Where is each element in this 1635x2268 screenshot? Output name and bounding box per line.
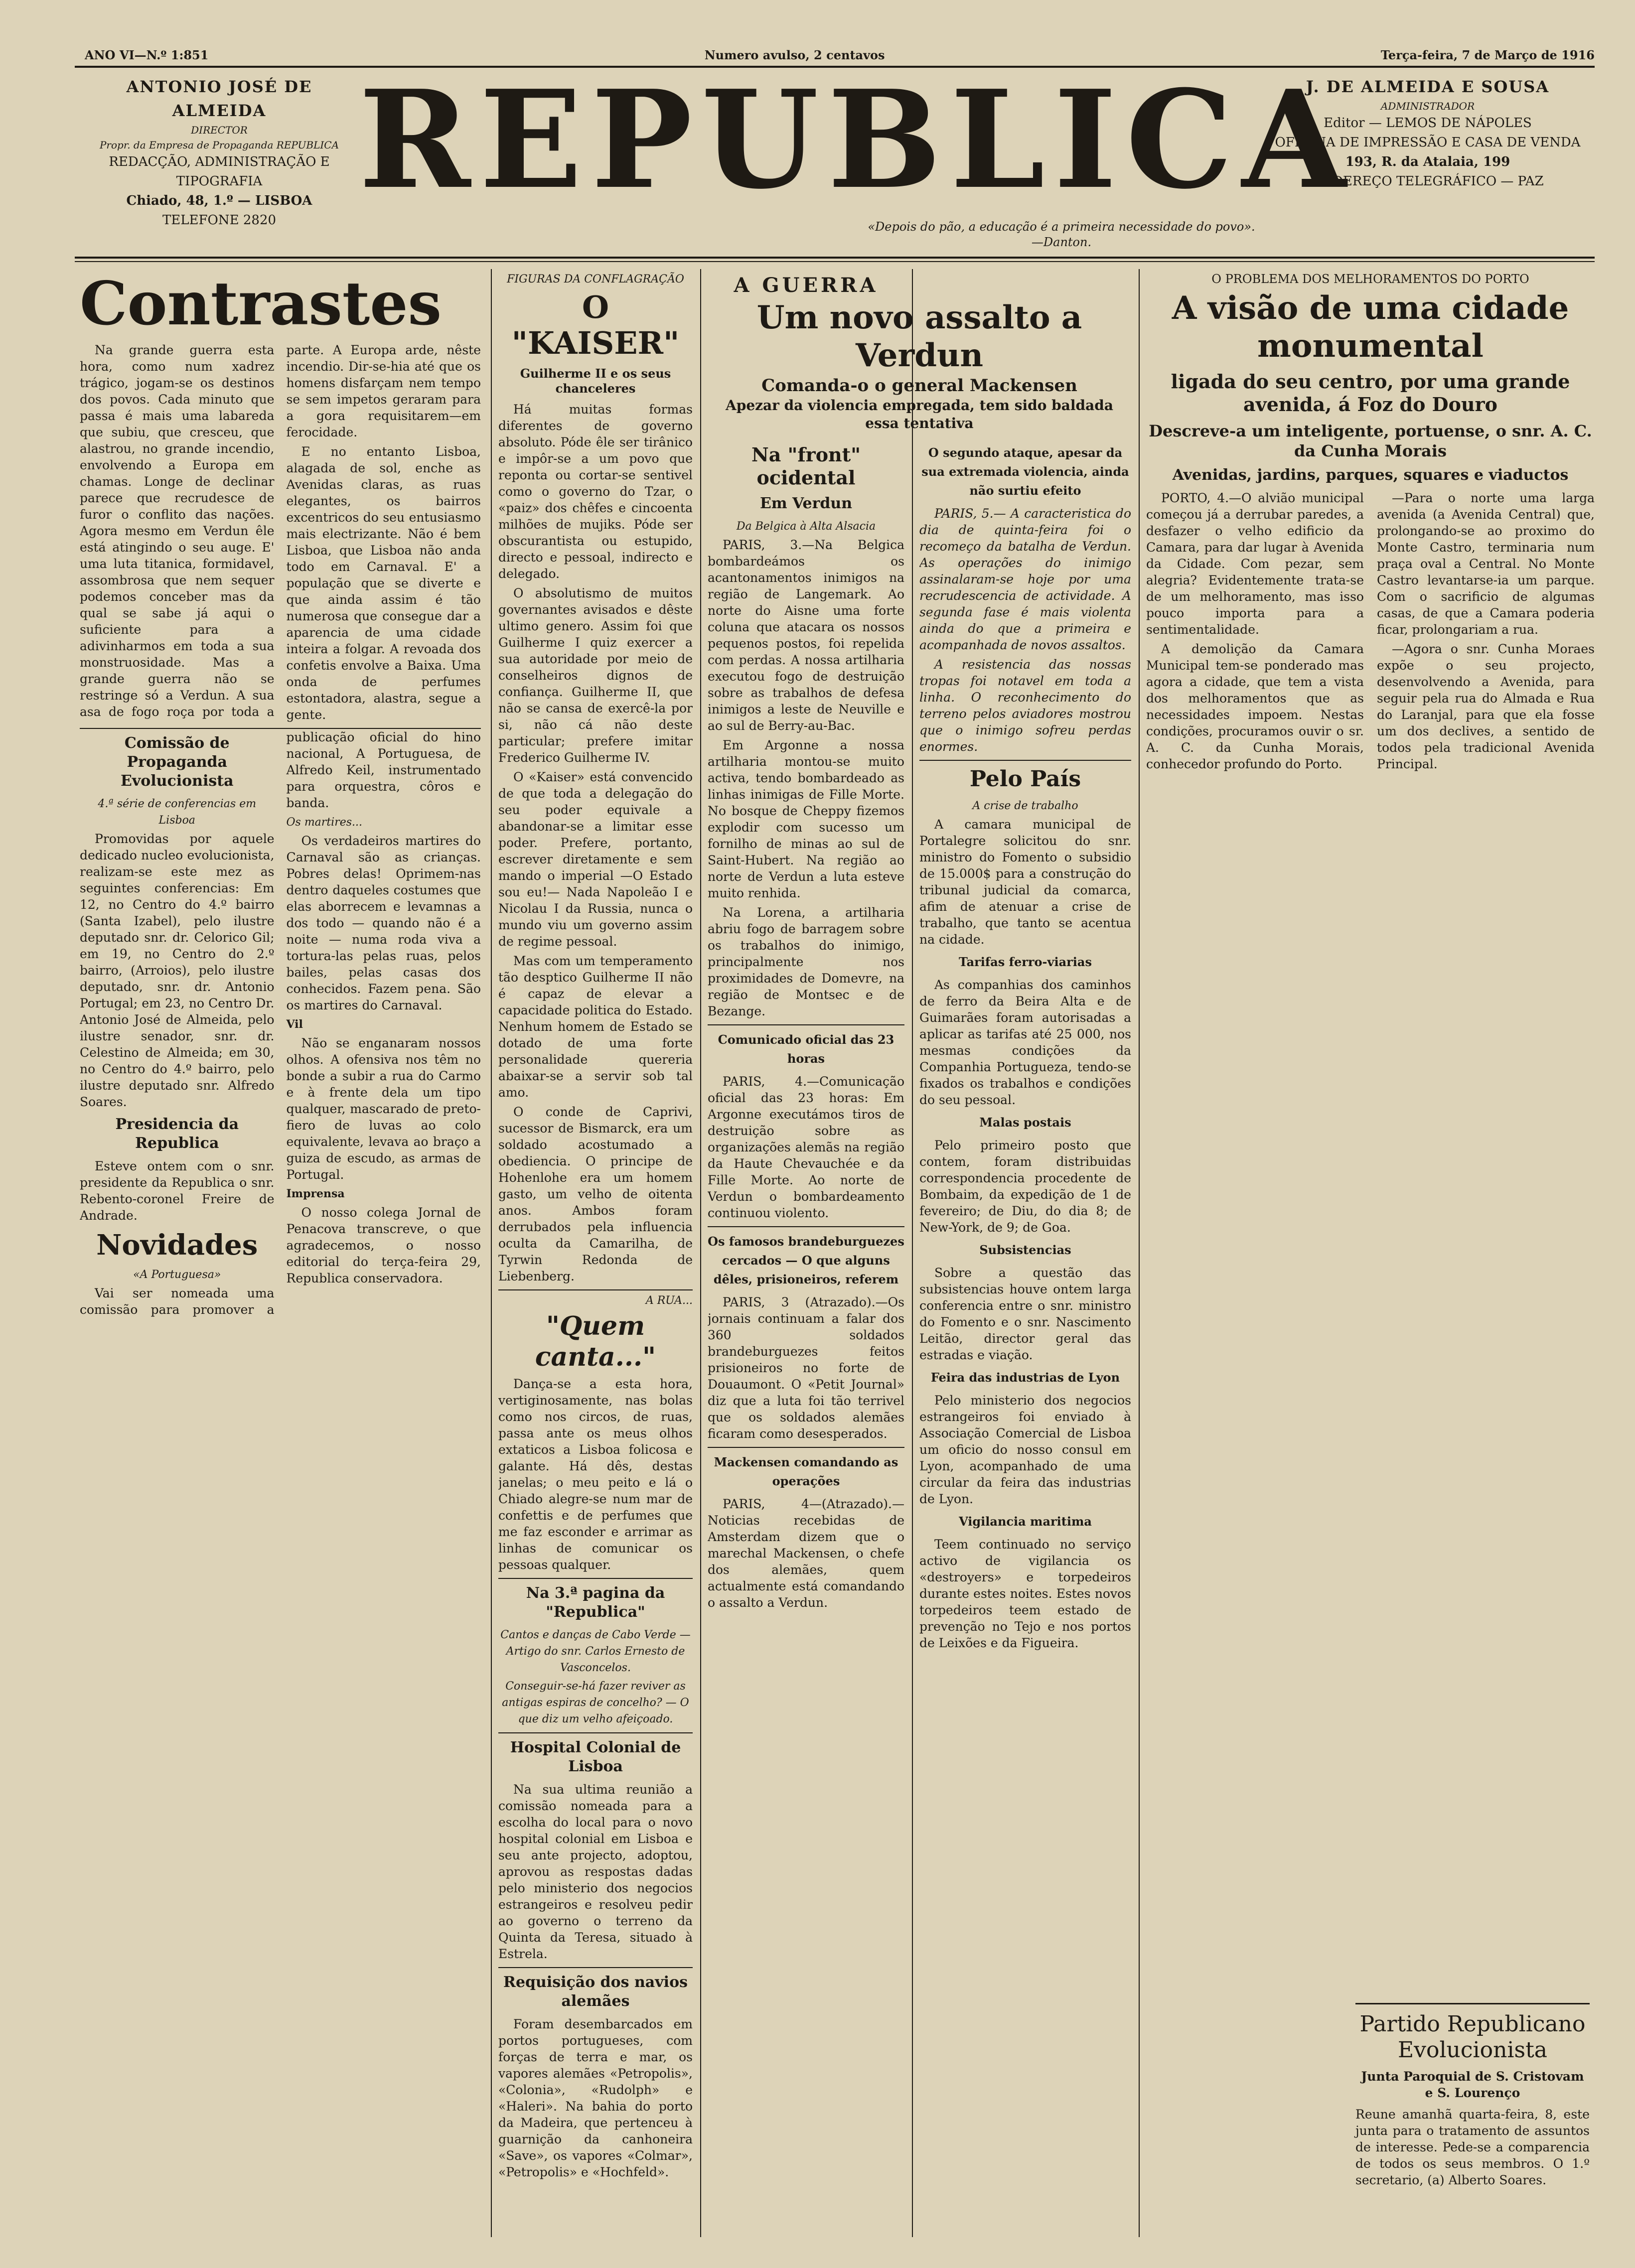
front-paragraph: Na Lorena, a artilharia abriu fogo de barragem sobre os trabalhos do inimigo, principalmente nos proximidades de Domevre, na região de Montsec e de Bezange. <box>708 905 904 1018</box>
quem-canta-text: Dança-se a esta hora, vertiginosamente, nas bolas como nos circos, de ruas, passa ante os meus olhos extaticos a Lisboa folicosa e galante. Há dês, destas janelas; o meu peito e lá o Chiado alegre-se num mar de confettis e de perfumes que me faz esconder e arrimar as linhas de comunicar os pessoas qualquer. <box>498 1377 693 1572</box>
header-rule <box>75 257 1595 259</box>
kaiser-paragraph: O «Kaiser» está convencido de que toda a delegação do seu poder equivale a abandonar-se a limitar esse poder. Prefere, portanto, escrever diretamente e sem mando o imperial —O Estado sou eu!— Nada Napoleão I e Nicolau I da Russia, nunca o mundo viu um governo assim de regime pessoal. <box>498 770 693 949</box>
martires-title: Os martires... <box>286 816 362 829</box>
porto-subtitle-2: Descreve-a um inteligente, portuense, o snr. A. C. da Cunha Morais <box>1149 422 1592 460</box>
terceira-pagina-item: Cantos e danças de Cabo Verde —Artigo do snr. Carlos Ernesto de Vasconcelos. <box>500 1629 691 1674</box>
propaganda-text: Promovidas por aquele dedicado nucleo evolucionista, realizam-se este mez as seguintes conferencias: Em 12, no Centro do 4.º bairro (Santa Izabel), pelo ilustre deputado snr. dr. Celorico Gil; em 19, no Centro do 2.º bairro, (Arroios), pelo ilustre deputado, snr. dr. Antonio Portugal; em 23, no Centro Dr. Antonio José de Almeida, pelo ilustre senador, snr. dr. Celestino de Almeida; em 30, no Centro do 4.º bairro, pelo ilustre deputado snr. Alfredo Soares. <box>80 832 275 1109</box>
front-subtitle: Em Verdun <box>759 495 853 512</box>
porto-paragraph: —Para o norte uma larga avenida (a Avenida Central) que, prolongando-se ao proximo do Monte Castro, terminaria num praça oval a Central. No Monte Castro levantarse-ia um parque. Com o sacrificio de algumas casas, de que a Camara poderia ficar, prolongariam a rua. <box>1377 491 1595 637</box>
column-3-body <box>708 438 904 2237</box>
novidades-text: Vai ser nomeada uma comissão para promover a publicação oficial do hino nacional, A Portuguesa, de Alfredo Keil, instrumentado para orquestra, côros e banda. <box>80 730 481 1317</box>
editor-line: Editor — LEMOS DE NÁPOLES <box>1324 116 1532 131</box>
feira-text: Pelo ministerio dos negocios estrangeiros foi enviado à Associação Comercial de Lisboa um oficio do nosso consul em Lyon, acompanhado de uma circular da feira das industrias de Lyon. <box>919 1393 1131 1506</box>
column-separator <box>700 269 701 2237</box>
kaiser-paragraph: Mas com um temperamento tão desptico Guilherme II não é capaz de elevar a capacidade politica do Estado. Nenhum homem de Estado se dotado de uma forte personalidade quereria abaixar-se a servir sob tal amo. <box>498 954 693 1100</box>
partido-text: Reune amanhã quarta-feira, 8, este junta para o tratamento de assuntos de interesse. Pede-se a comparencia de todos os seus membros. O 1.º secretario, (a) Alberto Soares. <box>1355 2107 1590 2187</box>
terceira-pagina-title: Na 3.ª pagina da "Republica" <box>526 1584 665 1621</box>
crise-trabalho-text: A camara municipal de Portalegre solicitou do snr. ministro do Fomento o subsidio de 15.000$ para a construção do tribunal judicial da comarca, afim de atenuar a crise de trabalho, que tanto se acentua na cidade. <box>919 817 1131 947</box>
martires-text: Os verdadeiros martires do Carnaval são as crianças. Pobres delas! Oprimem-nas dentro daqueles costumes que elas aborrecem e levamnas a dos todo — quando não é a noite — numa roda viva a tortura-las pelas ruas, pelos bailes, pelas casas dos conhecidos. Fazem pena. São os martires do Carnaval. <box>286 834 481 1012</box>
masthead-title: REPUBLICA <box>359 60 1355 219</box>
porto-headline: A visão de uma cidade monumental <box>1172 289 1569 365</box>
mackensen-text: PARIS, 4—(Atrazado).— Noticias recebidas de Amsterdam dizem que o marechal Mackensen, o chefe dos alemães, quem actualmente está comandando o assalto a Verdun. <box>708 1497 904 1610</box>
front-title: Na "front" ocidental <box>751 443 861 489</box>
front-paragraph: PARIS, 3.—Na Belgica bombardeámos os acantonamentos inimigos na região de Langemark. Ao norte do Aisne uma forte coluna que atacara os nossos pequenos postos, foi repelida com perdas. A nossa artilharia executou fogo de destruição sobre as trabalhos de defesa inimigos a leste de Neuville e ao sul de Berry-au-Bac. <box>708 538 904 733</box>
admin-label: ADMINISTRADOR <box>1380 100 1475 112</box>
contrastes-body <box>80 342 481 723</box>
requisicao-title: Requisição dos navios alemães <box>503 1974 688 2010</box>
owner-line: Propr. da Empresa de Propaganda REPUBLICA <box>99 139 339 151</box>
quem-canta-headline: "Quem canta..." <box>535 1311 656 1372</box>
hospital-text: Na sua ultima reunião a comissão nomeada para a escolha do local para o novo hospital colonial em Lisboa e seu ante projecto, adoptou, aprovou as respostas dadas pelo ministerio dos negocios estrangeiros e resolveu pedir ao governo o terreno da Quinta da Teresa, situado à Estrela. <box>498 1782 693 1961</box>
column-5 <box>1146 269 1595 2237</box>
kaiser-subtitle: Guilherme II e os seus chanceleres <box>520 366 671 396</box>
verdun-paragraph: A resistencia das nossas tropas foi notavel em toda a linha. O reconhecimento do terreno pelos aviadores mostrou que o inimigo sofreu perdas enormes. <box>919 657 1131 754</box>
propaganda-title: Comissão de Propaganda Evolucionista <box>120 734 234 790</box>
column-separator <box>491 269 492 2237</box>
comunicado-text: PARIS, 4.—Comunicação oficial das 23 horas: Em Argonne executámos tiros de destruição sobre as organizações alemãs na região da Haute Chevauchée e da Fille Morte. Ao norte de Verdun o bombardeamento continuou violento. <box>708 1074 904 1220</box>
rua-kicker: A RUA... <box>645 1294 693 1307</box>
vil-text: Não se enganaram nossos olhos. A ofensiva nos têm no bonde a subir a rua do Carmo e à frente dela um tipo qualquer, mascarado de preto-fiero de luvas ao colo equivalente, levava ao braço a guiza de escudo, as armas de Portugal. <box>286 1036 481 1182</box>
admin-name: J. DE ALMEIDA E SOUSA <box>1306 77 1550 96</box>
propaganda-subtitle: 4.ª série de conferencias em Lisboa <box>98 798 257 827</box>
porto-paragraph: A demolição da Camara Municipal tem-se ponderado mas agora a cidade, que tem a vista dos melhoramentos que as necessidades impoem. Nestas condições, procuramos ouvir o sr. A. C. da Cunha Morais, conhecedor profundo do Porto. <box>1146 642 1364 771</box>
porto-paragraph: —Agora o snr. Cunha Moraes expõe o seu projecto, desenvolvendo a Avenida, para seguir pela rua do Almada e Rua do Laranjal, para que ela fosse um dos declives, a sentido de todos pela tradicional Avenida Principal. <box>1377 642 1595 771</box>
presidencia-title: Presidencia da Republica <box>115 1116 239 1152</box>
comunicado-title: Comunicado oficial das 23 horas <box>718 1032 894 1066</box>
segundo-ataque-title: O segundo ataque, apesar da sua extremada violencia, ainda não surtiu efeito <box>921 445 1129 498</box>
brandeburguezes-text: PARIS, 3 (Atrazado).—Os jornais continuam a falar dos 360 soldados brandeburguezes feitos prisioneiros no forte de Douaumont. O «Petit Journal» diz que a luta foi tão terrivel que os soldados alemães ficaram como desesperados. <box>708 1295 904 1441</box>
crise-trabalho-title: A crise de trabalho <box>972 800 1078 812</box>
column-separator <box>912 269 913 2237</box>
director-name: ANTONIO JOSÉ DE ALMEIDA <box>126 77 312 120</box>
verdun-subtitle-2: Apezar da violencia empregada, tem sido baldada essa tentativa <box>726 397 1113 431</box>
imprensa-text: O nosso colega Jornal de Penacova transcreve, o que agradecemos, o nosso editorial do terça-feira 29, Republica conservadora. <box>286 1205 481 1285</box>
vigilancia-text: Teem continuado no serviço activo de vigilancia os «destroyers» e torpedeiros durante estes noites. Estes novos torpedeiros teem estado de prevenção no Tejo e nos portos de Leixões e da Figueira. <box>919 1537 1131 1650</box>
subsistencias-text: Sobre a questão das subsistencias houve ontem larga conferencia entre o snr. ministro do Fomento e o snr. Nascimento Leitão, director geral das estradas e viação. <box>919 1266 1131 1362</box>
requisicao-text: Foram desembarcados em portos portugueses, com forças de terra e mar, os vapores alemães «Petropolis», «Colonia», «Rudolph» e «Haleri». Na bahia do porto da Madeira, que pertenceu à guarnição da canhoneira «Save», os vapores «Colmar», «Petropolis» e «Hochfeld». <box>498 2017 693 2179</box>
verdun-subtitle: Comanda-o o general Mackensen <box>761 376 1077 396</box>
presidencia-text: Esteve ontem com o snr. presidente da Republica o snr. Rebento-coronel Freire de Andrade. <box>80 1159 275 1223</box>
subsistencias-title: Subsistencias <box>979 1243 1071 1257</box>
phone: TELEFONE 2820 <box>162 213 277 228</box>
tarifas-title: Tarifas ferro-viarias <box>959 955 1092 969</box>
contrastes-paragraph: E no entanto Lisboa, alagada de sol, enche as Avenidas claras, as ruas elegantes, os bairros excentricos do seu entusiasmo mais electrizante. Não é bem Lisboa, que Lisboa não anda todo em Carnaval. E' a população que se diverte e que ainda assim é tão numerosa que consegue dar a aparencia de uma cidade inteira a folgar. A revoada dos confetis envolve a Baixa. Uma onda de perfumes estontadora, alastra, segue a gente. <box>286 444 481 722</box>
column-4 <box>919 438 1131 2237</box>
novidades-subtitle: «A Portuguesa» <box>133 1269 221 1281</box>
kaiser-paragraph: Há muitas formas diferentes de governo absoluto. Póde êle ser tirânico e impôr-se a um povo que reponta ou cortar-se sentivel como o governo do Tzar, o «paiz» dos chêfes e cincoenta milhões de mujiks. Póde ser obscurantista ou estupido, directo e pessoal, indirecto e delegado. <box>498 402 693 581</box>
print-line: OFICINA DE IMPRESSÃO E CASA DE VENDA <box>1275 135 1581 150</box>
guerra-kicker: A GUERRA <box>734 274 879 297</box>
tarifas-text: As companhias dos caminhos de ferro da Beira Alta e de Guimarães foram autorisadas a aplicar as tarifas até 25 000, nos mesmas condições da Companhia Portugueza, tendo-se fixados os trabalhos e condições do seu pessoal. <box>919 978 1131 1107</box>
verdun-headline-block <box>708 299 1131 432</box>
terceira-pagina-item: Conseguir-se-há fazer reviver as antigas espiras de concelho? — O que diz um velho afeiçoado. <box>502 1680 689 1725</box>
header-rule-thin <box>75 261 1595 262</box>
porto-body <box>1146 490 1595 775</box>
kaiser-headline: O "KAISER" <box>511 289 680 361</box>
front-subtitle-2: Da Belgica à Alta Alsacia <box>736 520 876 533</box>
novidades-title: Novidades <box>96 1229 258 1262</box>
pelo-pais-title: Pelo País <box>969 766 1081 792</box>
address-right: 193, R. da Atalaia, 199 <box>1345 154 1510 169</box>
propaganda-section <box>80 728 481 1318</box>
contrastes-paragraph: Na grande guerra esta hora, como num xadrez trágico, jogam-se os destinos dos povos. Cada minuto que passa é mais uma labareda que subiu, que cresceu, que alastrou, no grande incendio, envolvendo a Europa em chamas. Longe de declinar parece que recrudesce de furor o conflito das nações. Agora mesmo em Verdun êle está atingindo o seu auge. E' uma luta titanica, formidavel, assombrosa que nem sequer podemos conceber mas da qual se sabe já aqui o suficiente para a adivinharmos em toda a sua monstruosidade. Mas a grande guerra não se restringe só a Verdun. A sua asa de fogo roça por toda a parte. A Europa arde, nêste incendio. Dir-se-hia até que os homens disfarçam nem tempo se sem impetos geraram para a gora requisitarem—em ferocidade. <box>80 343 481 719</box>
porto-subtitle: ligada do seu centro, por uma grande avenida, á Foz do Douro <box>1171 370 1570 416</box>
verdun-headline: Um novo assalto a Verdun <box>756 299 1082 374</box>
porto-subtitle-3: Avenidas, jardins, parques, squares e viaductos <box>1172 466 1569 484</box>
issue-price: Numero avulso, 2 centavos <box>704 47 885 62</box>
director-label: DIRECTOR <box>191 124 248 136</box>
administrator-box <box>1261 75 1595 239</box>
director-box <box>80 75 359 239</box>
malas-title: Malas postais <box>979 1115 1071 1130</box>
porto-kicker: O PROBLEMA DOS MELHORAMENTOS DO PORTO <box>1211 272 1529 286</box>
mackensen-title: Mackensen comandando as operações <box>714 1455 898 1488</box>
column-2 <box>498 269 693 2237</box>
partido-subtitle: Junta Paroquial de S. Cristovam e S. Lourenço <box>1361 2069 1584 2100</box>
verdun-paragraph: PARIS, 5.— A caracteristica do dia de quinta-feira foi o recomeço da batalha de Verdun. As operações do inimigo assinalaram-se hoje por uma recrudescencia de actividade. A segunda fase é mais violenta ainda do que a primeira e acompanhada de novos assaltos. <box>919 506 1131 652</box>
front-paragraph: Em Argonne a nossa artilharia montou-se muito activa, tendo bombardeado as linhas inimigas de Fille Morte. No bosque de Cheppy fizemos explodir com sucesso um fornilho de minas ao sul de Saint-Hubert. Na região ao norte de Verdun a luta esteve muito renhida. <box>708 738 904 900</box>
address-left: Chiado, 48, 1.º — LISBOA <box>126 193 312 208</box>
contrastes-headline: Contrastes <box>80 269 442 339</box>
kaiser-paragraph: O absolutismo de muitos governantes avisados e dêste ultimo genero. Assim foi que Guilherme I quiz exercer a sua autoridade por meio de conselheiros dignos de confiança. Guilherme II, que não se cansa de exercê-la por si, não cá não deste particular; prefere imitar Frederico Guilherme IV. <box>498 586 693 765</box>
feira-title: Feira das industrias de Lyon <box>930 1370 1120 1385</box>
kaiser-paragraph: O conde de Caprivi, sucessor de Bismarck, era um soldado acostumado a obediencia. O principe de Hohenlohe era um homem gasto, um velho de oitenta anos. Ambos foram derrubados pela influencia oculta da Camarilha, de Tyrwin Redonda de Liebenberg. <box>498 1105 693 1283</box>
brandeburguezes-title: Os famosos brandeburguezes cercados — O que alguns dêles, prisioneiros, referem <box>708 1234 904 1286</box>
partido-title: Partido Republicano Evolucionista <box>1359 2011 1586 2063</box>
issue-number: ANO VI—N.º 1:851 <box>85 47 209 62</box>
vil-title: Vil <box>286 1018 303 1031</box>
telegraph: ENDEREÇO TELEGRÁFICO — PAZ <box>1312 174 1544 189</box>
imprensa-title: Imprensa <box>286 1187 345 1200</box>
motto: «Depois do pão, a educação é a primeira necessidade do povo».—Danton. <box>868 220 1255 250</box>
porto-paragraph: PORTO, 4.—O alvião municipal começou já a derrubar paredes, a desfazer o velho edificio da Camara, para dar lugar à Avenida da Cidade. Com pezar, sem alegria? Evidentemente trata-se de um melhoramento, mas isso pouco importa para a sentimentalidade. <box>1146 491 1364 637</box>
malas-text: Pelo primeiro posto que contem, foram distribuidas correspondencia procedente de Bombaim, da expedição de 1 de fevereiro; de Diu, do dia 8; de New-York, de 9; de Goa. <box>919 1138 1131 1235</box>
column-separator <box>1139 269 1140 2237</box>
issue-date: Terça-feira, 7 de Março de 1916 <box>1380 47 1595 62</box>
editorial-line: REDACÇÃO, ADMINISTRAÇÃO E TIPOGRAFIA <box>109 154 330 189</box>
vigilancia-title: Vigilancia maritima <box>959 1514 1092 1529</box>
partido-box <box>1355 2003 1590 2188</box>
column-1 <box>80 269 481 2237</box>
hospital-title: Hospital Colonial de Lisboa <box>510 1739 681 1775</box>
kaiser-kicker: FIGURAS DA CONFLAGRAÇÃO <box>507 273 684 285</box>
